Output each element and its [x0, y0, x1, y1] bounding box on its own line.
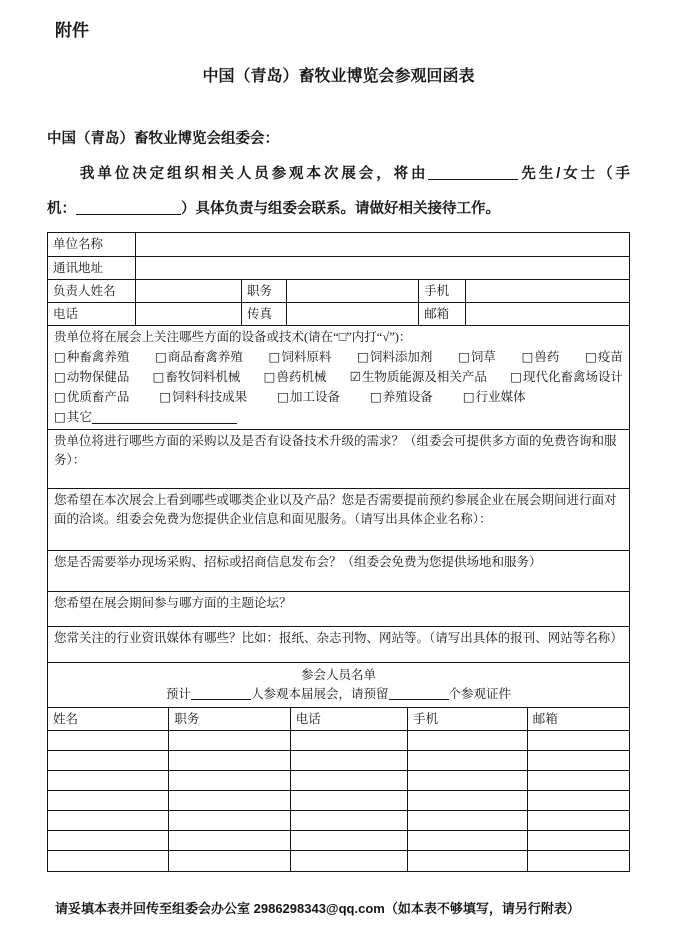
question-text: 您常关注的行业资讯媒体有哪些？比如：报纸、杂志刊物、网站等。（请写出具体的报刊、网站等名称）: [54, 630, 623, 645]
company-name-field[interactable]: [136, 233, 629, 256]
reply-form-table: [47, 232, 630, 872]
checkbox-icon: □: [268, 348, 281, 364]
col-header-position: 职务: [169, 708, 290, 731]
checkbox-option[interactable]: [54, 387, 129, 407]
checkbox-option-label: 疫苗: [597, 349, 623, 364]
participant-position-cell[interactable]: [169, 851, 290, 871]
checkbox-option[interactable]: [277, 387, 340, 407]
company-name-row: [48, 233, 629, 256]
question-text: 您希望在本次展会上看到哪些或哪类企业以及产品？您是否需要提前预约参展企业在展会期间进行面对面的洽谈。组委会免费为您提供企业信息和面见服务。（请写出具体企业名称）：: [54, 492, 617, 526]
other-option-line: [54, 407, 623, 427]
checkbox-option[interactable]: [357, 347, 432, 367]
question-forum-topics[interactable]: [48, 592, 629, 627]
checkbox-icon: ☑: [349, 368, 361, 384]
participant-email-cell[interactable]: [527, 731, 629, 751]
checkbox-option-label: 动物保健品: [66, 369, 130, 384]
participant-name-cell[interactable]: [48, 791, 169, 811]
intro-line-1: [47, 163, 630, 185]
participant-mobile-cell[interactable]: [408, 811, 528, 831]
participant-phone-cell[interactable]: [290, 751, 407, 771]
participant-name-cell[interactable]: [48, 851, 169, 871]
checkbox-option-label: 饲料原料: [281, 349, 332, 364]
other-option-blank[interactable]: [92, 410, 237, 424]
intro-text-post: 先生/女士（手: [518, 166, 631, 182]
participant-phone-cell[interactable]: [290, 811, 407, 831]
question-text: 您希望在展会期间参与哪方面的主题论坛？: [54, 595, 292, 610]
estimate-prefix: 预计: [165, 686, 191, 701]
checkbox-option[interactable]: [269, 347, 332, 367]
participant-email-cell[interactable]: [527, 751, 629, 771]
participant-name-cell[interactable]: [48, 811, 169, 831]
checkbox-option-label: 种畜禽养殖: [66, 349, 130, 364]
checkbox-option[interactable]: [370, 387, 433, 407]
checkbox-option[interactable]: [54, 367, 129, 387]
participant-mobile-cell[interactable]: [408, 751, 528, 771]
checkbox-icon: □: [155, 348, 167, 364]
checkbox-icon: □: [521, 348, 534, 364]
participant-phone-cell[interactable]: [290, 731, 407, 751]
col-header-name: 姓名: [48, 708, 169, 731]
participant-mobile-cell[interactable]: [408, 831, 528, 851]
participant-email-cell[interactable]: [527, 791, 629, 811]
contact-info-table: [48, 233, 629, 326]
participant-row: [48, 771, 629, 791]
checkbox-icon: □: [54, 388, 66, 404]
phone-label: 电话: [48, 302, 136, 325]
contact-person-blank[interactable]: [428, 166, 518, 180]
participant-mobile-cell[interactable]: [408, 851, 528, 871]
checkbox-icon: □: [277, 388, 289, 404]
col-header-mobile: 手机: [408, 708, 528, 731]
intro-text-pre: 我单位决定组织相关人员参观本次展会，将由: [77, 166, 429, 182]
mobile-field[interactable]: [466, 279, 629, 302]
checkbox-option-label: 饲料科技成果: [172, 389, 248, 404]
participant-row: [48, 791, 629, 811]
contact-name-label: 负责人姓名: [48, 279, 136, 302]
col-header-email: 邮箱: [527, 708, 629, 731]
participant-row: [48, 731, 629, 751]
checkbox-line-3: [54, 387, 623, 407]
visitor-count-blank[interactable]: [191, 686, 251, 700]
checkbox-option[interactable]: [153, 367, 241, 387]
checkbox-option-label: 饲草: [470, 349, 496, 364]
email-label: 邮箱: [419, 302, 466, 325]
checkbox-icon: □: [585, 348, 597, 364]
checkbox-option-label: 饲料添加剂: [369, 349, 433, 364]
participant-mobile-cell[interactable]: [408, 771, 528, 791]
participants-estimate-line: [54, 685, 623, 704]
focus-areas-heading: 贵单位将在展会上关注哪些方面的设备或技术(请在“□”内打“√”)：: [54, 329, 412, 344]
focus-areas-section: [48, 326, 629, 430]
company-name-label: 单位名称: [48, 233, 136, 256]
checkbox-icon: □: [369, 388, 382, 404]
participant-position-cell[interactable]: [169, 771, 290, 791]
phone-row: [48, 302, 629, 325]
participant-position-cell[interactable]: [169, 791, 290, 811]
participant-position-cell[interactable]: [169, 831, 290, 851]
intro-text2-pre: 机：: [47, 201, 76, 217]
checkbox-option-label: 畜牧饲料机械: [165, 369, 241, 384]
checkbox-icon: □: [458, 348, 470, 364]
checkbox-option-label: 加工设备: [289, 389, 340, 404]
position-label: 职务: [241, 279, 286, 302]
col-header-phone: 电话: [290, 708, 407, 731]
participants-header-section: [48, 663, 629, 708]
participant-row: [48, 751, 629, 771]
checkbox-option[interactable]: [159, 387, 247, 407]
participant-email-cell[interactable]: [527, 831, 629, 851]
estimate-suffix: 个参观证件: [448, 686, 512, 701]
checkbox-option-label: 养殖设备: [382, 389, 433, 404]
checkbox-option[interactable]: [458, 347, 496, 367]
question-onsite-events[interactable]: [48, 551, 629, 592]
checkbox-icon: □: [54, 368, 66, 384]
participant-phone-cell[interactable]: [290, 831, 407, 851]
email-field[interactable]: [466, 302, 629, 325]
question-text: 您是否需要举办现场采购、招标或招商信息发布会？（组委会免费为您提供场地和服务）: [54, 554, 542, 569]
participant-row: [48, 831, 629, 851]
participant-position-cell[interactable]: [169, 731, 290, 751]
checkbox-icon: □: [462, 388, 475, 404]
participant-row: [48, 851, 629, 871]
address-label: 通讯地址: [48, 256, 136, 279]
checkbox-option-label: 兽药: [534, 349, 560, 364]
address-row: [48, 256, 629, 279]
participant-email-cell[interactable]: [527, 811, 629, 831]
participants-header-row: [48, 708, 629, 731]
checkbox-line-2: [54, 367, 623, 387]
question-companies-to-see[interactable]: [48, 489, 629, 551]
position-field[interactable]: [286, 279, 418, 302]
checkbox-icon: □: [510, 368, 522, 384]
footer-text-post: （如本表不够填写，请另行附表）: [384, 900, 580, 916]
checkbox-line-1: [54, 347, 623, 367]
checkbox-icon: □: [152, 368, 165, 384]
checkbox-icon: □: [159, 388, 172, 404]
footer-text-pre: 请妥填本表并回传至组委会办公室: [55, 900, 254, 916]
checkbox-option[interactable]: [350, 367, 487, 387]
participant-row: [48, 811, 629, 831]
fax-field[interactable]: [286, 302, 418, 325]
badge-count-blank[interactable]: [389, 686, 449, 700]
participant-phone-cell[interactable]: [290, 771, 407, 791]
participant-name-cell[interactable]: [48, 731, 169, 751]
checkbox-option-label: 兽药机械: [276, 369, 327, 384]
checkbox-option[interactable]: [522, 347, 560, 367]
participant-mobile-cell[interactable]: [408, 731, 528, 751]
participant-phone-cell[interactable]: [290, 791, 407, 811]
checkbox-option[interactable]: [264, 367, 327, 387]
question-procurement-needs[interactable]: [48, 430, 629, 489]
checkbox-icon: □: [263, 368, 276, 384]
checkbox-option-label: 现代化畜禽场设计: [522, 369, 623, 384]
checkbox-icon: □: [54, 408, 66, 424]
checkbox-option[interactable]: [463, 387, 526, 407]
participant-position-cell[interactable]: [169, 811, 290, 831]
phone-field[interactable]: [136, 302, 242, 325]
return-email: 2986298343@qq.com: [253, 900, 385, 916]
participant-phone-cell[interactable]: [290, 851, 407, 871]
checkbox-option[interactable]: [155, 347, 243, 367]
other-option[interactable]: [54, 407, 92, 427]
participants-table: [48, 708, 629, 871]
question-media-attention[interactable]: [48, 627, 629, 663]
checkbox-option[interactable]: [510, 367, 623, 387]
checkbox-icon: □: [54, 348, 66, 364]
checkbox-option[interactable]: [54, 347, 129, 367]
checkbox-option-label: 生物质能源及相关产品: [361, 369, 487, 384]
intro-text2-post: ）具体负责与组委会联系。请做好相关接待工作。: [181, 201, 500, 217]
checkbox-option[interactable]: [585, 347, 623, 367]
attachment-label: 附件: [55, 21, 89, 40]
mobile-label: 手机: [419, 279, 466, 302]
intro-line-2: [47, 198, 630, 220]
footer-note: [55, 899, 630, 919]
fax-label: 传真: [241, 302, 286, 325]
salutation: 中国（青岛）畜牧业博览会组委会：: [47, 131, 279, 147]
participant-email-cell[interactable]: [527, 851, 629, 871]
checkbox-option-label: 优质畜产品: [66, 389, 130, 404]
participant-name-cell[interactable]: [48, 831, 169, 851]
address-field[interactable]: [136, 256, 629, 279]
checkbox-option-label: 商品畜禽养殖: [167, 349, 243, 364]
participant-mobile-cell[interactable]: [408, 791, 528, 811]
mobile-number-blank[interactable]: [76, 201, 181, 215]
contact-name-field[interactable]: [136, 279, 242, 302]
contact-row: [48, 279, 629, 302]
participant-position-cell[interactable]: [169, 751, 290, 771]
participant-name-cell[interactable]: [48, 771, 169, 791]
question-text: 贵单位将进行哪些方面的采购以及是否有设备技术升级的需求？（组委会可提供多方面的免费咨询和服务）：: [54, 433, 617, 467]
checkbox-option-label: 行业媒体: [475, 389, 526, 404]
checkbox-icon: □: [357, 348, 369, 364]
participants-title: 参会人员名单: [300, 667, 376, 682]
participant-name-cell[interactable]: [48, 751, 169, 771]
estimate-middle: 人参观本届展会，请预留: [250, 686, 389, 701]
participant-email-cell[interactable]: [527, 771, 629, 791]
page-title: 中国（青岛）畜牧业博览会参观回函表: [202, 68, 475, 85]
other-option-label: 其它: [66, 409, 92, 424]
